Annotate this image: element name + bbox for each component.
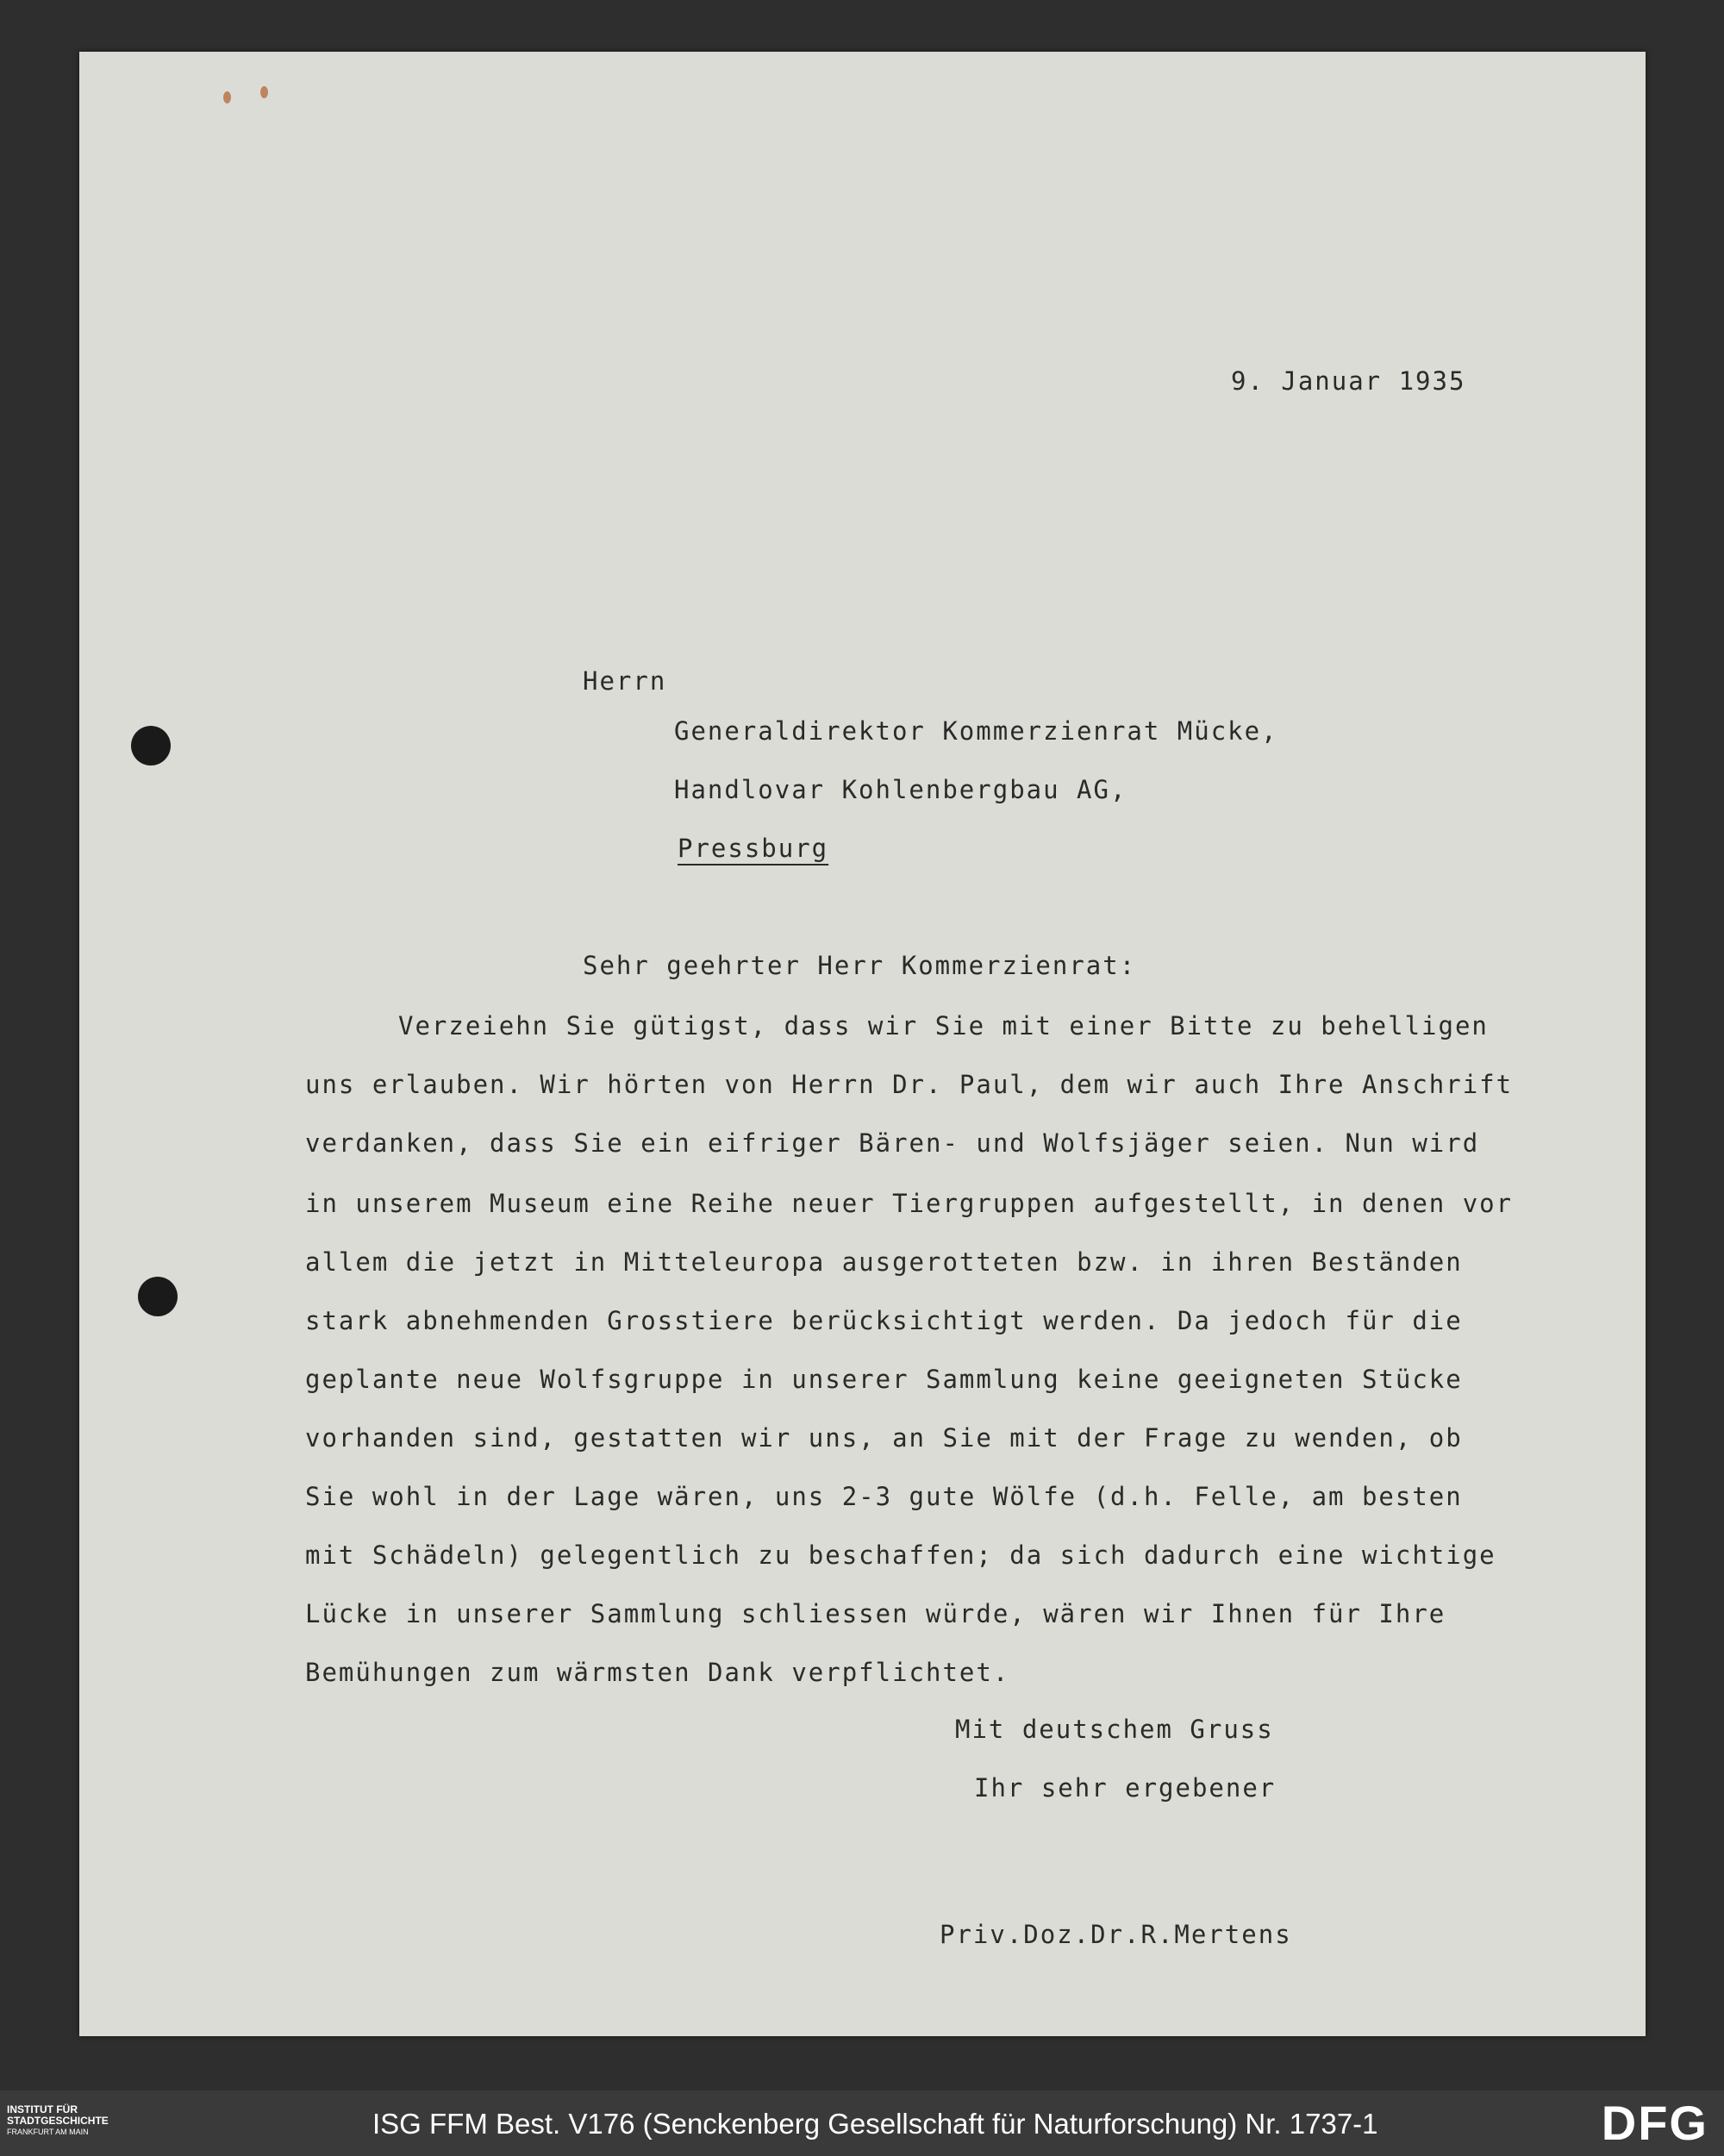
closing-phrase: Ihr sehr ergebener [974, 1773, 1277, 1803]
body-line: in unserem Museum eine Reihe neuer Tiergruppen aufgestellt, in denen vor [305, 1189, 1514, 1218]
punch-hole-top [131, 726, 171, 766]
body-line: mit Schädeln) gelegentlich zu beschaffen; da sich dadurch eine wichtige [305, 1540, 1496, 1570]
recipient-line-2: Handlovar Kohlenbergbau AG, [674, 775, 1127, 804]
letter-date: 9. Januar 1935 [1231, 366, 1466, 396]
body-line: stark abnehmenden Grosstiere berücksichtigt werden. Da jedoch für die [305, 1306, 1463, 1335]
recipient-city: Pressburg [678, 834, 829, 863]
rust-spot [260, 86, 268, 98]
archive-footer [0, 2090, 1724, 2156]
logo-line: INSTITUT FÜR [7, 2103, 78, 2115]
greeting: Sehr geehrter Herr Kommerzienrat: [583, 951, 1137, 980]
archive-caption: ISG FFM Best. V176 (Senckenberg Gesellschaft für Naturforschung) Nr. 1737-1 [372, 2108, 1378, 2140]
closing-greeting: Mit deutschem Gruss [955, 1715, 1274, 1744]
body-line: verdanken, dass Sie ein eifriger Bären- und Wolfsjäger seien. Nun wird [305, 1128, 1480, 1158]
logo-line: STADTGESCHICHTE [7, 2115, 109, 2127]
institute-logo [7, 2104, 109, 2138]
body-line: Bemühungen zum wärmsten Dank verpflichtet. [305, 1658, 1010, 1687]
letter-page [79, 52, 1646, 2036]
body-line: geplante neue Wolfsgruppe in unserer Sammlung keine geeigneten Stücke [305, 1365, 1463, 1394]
recipient-line-1: Generaldirektor Kommerzienrat Mücke, [674, 716, 1278, 746]
rust-spot [223, 91, 231, 103]
dfg-logo: DFG [1601, 2096, 1708, 2150]
logo-line: FRANKFURT AM MAIN [7, 2128, 89, 2136]
body-line: Verzeiehn Sie gütigst, dass wir Sie mit einer Bitte zu behelligen [398, 1011, 1489, 1041]
signature: Priv.Doz.Dr.R.Mertens [940, 1920, 1292, 1949]
body-line: Lücke in unserer Sammlung schliessen würde, wären wir Ihnen für Ihre [305, 1599, 1446, 1628]
body-line: allem die jetzt in Mitteleuropa ausgerotteten bzw. in ihren Beständen [305, 1247, 1463, 1277]
body-line: uns erlauben. Wir hörten von Herrn Dr. Paul, dem wir auch Ihre Anschrift [305, 1070, 1514, 1099]
recipient-salutation: Herrn [583, 666, 667, 696]
body-line: Sie wohl in der Lage wären, uns 2-3 gute Wölfe (d.h. Felle, am besten [305, 1482, 1463, 1511]
punch-hole-bottom [138, 1277, 178, 1316]
body-line: vorhanden sind, gestatten wir uns, an Sie mit der Frage zu wenden, ob [305, 1423, 1463, 1453]
